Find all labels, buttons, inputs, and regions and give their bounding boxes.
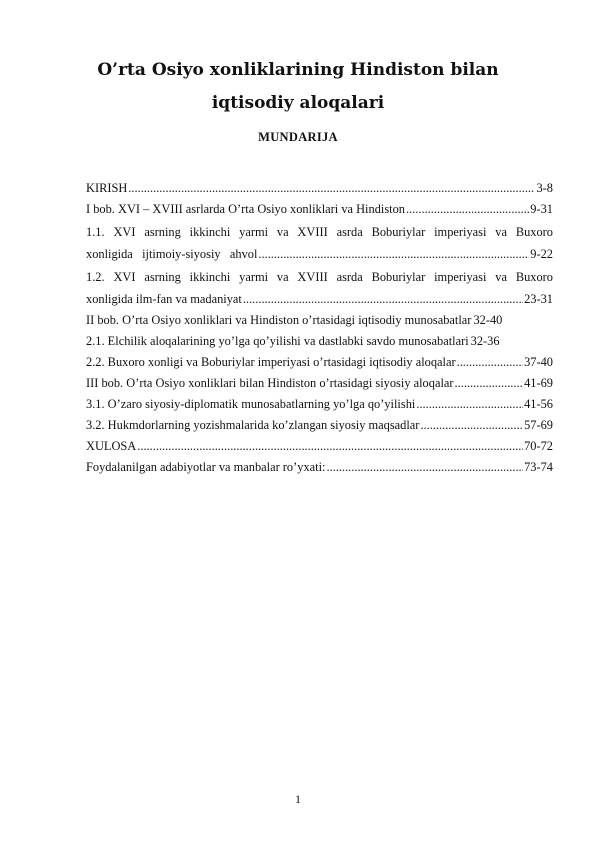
toc-entry-text: KIRISH: [86, 181, 128, 195]
document-title-line-1: O’rta Osiyo xonliklarining Hindiston bilan: [97, 60, 499, 80]
toc-leader-dots: [258, 244, 529, 265]
toc-leader-dots: [416, 394, 523, 415]
toc-entry-text: 3.2. Hukmdorlarning yozishmalarida ko’zlangan siyosiy maqsadlar: [86, 418, 420, 432]
toc-page-number: 9-31: [530, 202, 553, 216]
toc-page-number: 3-8: [536, 181, 553, 195]
toc-page-number: 41-69: [524, 376, 553, 390]
toc-entry-chapter-1[interactable]: [86, 199, 553, 220]
toc-page-number: 9-22: [530, 247, 553, 261]
toc-entry-text: 2.1. Elchilik aloqalarining yo’lga qo’yilishi va dastlabki savdo munosabatlari: [86, 334, 469, 348]
toc-leader-dots: [420, 415, 523, 436]
toc-entry-section-3-2[interactable]: [86, 415, 553, 436]
toc-leader-dots: [128, 178, 535, 199]
toc-leader-dots: [457, 352, 523, 373]
document-title-line-2: iqtisodiy aloqalari: [211, 93, 385, 113]
toc-entry-section-1-1[interactable]: [86, 244, 553, 265]
toc-entry-text: 3.1. O’zaro siyosiy-diplomatik munosabatlarning yo’lga qo’yilishi: [86, 397, 416, 411]
toc-entry-text: III bob. O’rta Osiyo xonliklari bilan Hindiston o’rtasidagi siyosiy aloqalar: [86, 376, 454, 390]
toc-entry-kirish[interactable]: [86, 178, 553, 199]
toc-page-number: 32-36: [470, 334, 500, 348]
toc-page-number: 41-56: [524, 397, 553, 411]
toc-leader-dots: [406, 199, 529, 220]
toc-leader-dots: [326, 457, 523, 478]
toc-entry-section-1-2[interactable]: [86, 289, 553, 310]
toc-entry-section-1-2-line-1[interactable]: 1.2. XVI asrning ikkinchi yarmi va XVIII asrda Boburiylar imperiyasi va Buxoro: [86, 270, 553, 284]
toc-entry-text: II bob. O’rta Osiyo xonliklari va Hindiston o’rtasidagi iqtisodiy munosabatlar: [86, 313, 472, 327]
toc-leader-dots: [243, 289, 523, 310]
toc-entry-chapter-2[interactable]: [86, 310, 553, 331]
toc-entry-section-1-1-line-1[interactable]: 1.1. XVI asrning ikkinchi yarmi va XVIII asrda Boburiylar imperiyasi va Buxoro: [86, 225, 553, 239]
toc-leader-dots: [455, 373, 524, 394]
table-of-contents: [86, 178, 553, 478]
contents-heading: MUNDARIJA: [258, 130, 338, 144]
toc-page-number: 73-74: [524, 460, 553, 474]
toc-entry-chapter-3[interactable]: [86, 373, 553, 394]
toc-entry-xulosa[interactable]: [86, 436, 553, 457]
toc-entry-section-2-1[interactable]: [86, 331, 553, 352]
toc-entry-text: xonligida ilm-fan va madaniyat: [86, 292, 242, 306]
toc-entry-text: xonligida ijtimoiy-siyosiy ahvol: [86, 247, 258, 261]
toc-entry-bibliography[interactable]: [86, 457, 553, 478]
toc-entry-text: Foydalanilgan adabiyotlar va manbalar ro’yxati:: [86, 460, 326, 474]
toc-page-number: 70-72: [524, 439, 553, 453]
toc-entry-text: XULOSA: [86, 439, 137, 453]
toc-page-number: 57-69: [524, 418, 553, 432]
toc-page-number: 32-40: [473, 313, 503, 327]
page-number: 1: [295, 792, 301, 806]
toc-entry-text: I bob. XVI – XVIII asrlarda O’rta Osiyo xonliklari va Hindiston: [86, 202, 405, 216]
toc-entry-section-3-1[interactable]: [86, 394, 553, 415]
toc-leader-dots: [137, 436, 523, 457]
toc-entry-section-2-2[interactable]: [86, 352, 553, 373]
toc-entry-text: 2.2. Buxoro xonligi va Boburiylar imperiyasi o’rtasidagi iqtisodiy aloqalar: [86, 355, 456, 369]
toc-page-number: 23-31: [524, 292, 553, 306]
toc-page-number: 37-40: [524, 355, 553, 369]
